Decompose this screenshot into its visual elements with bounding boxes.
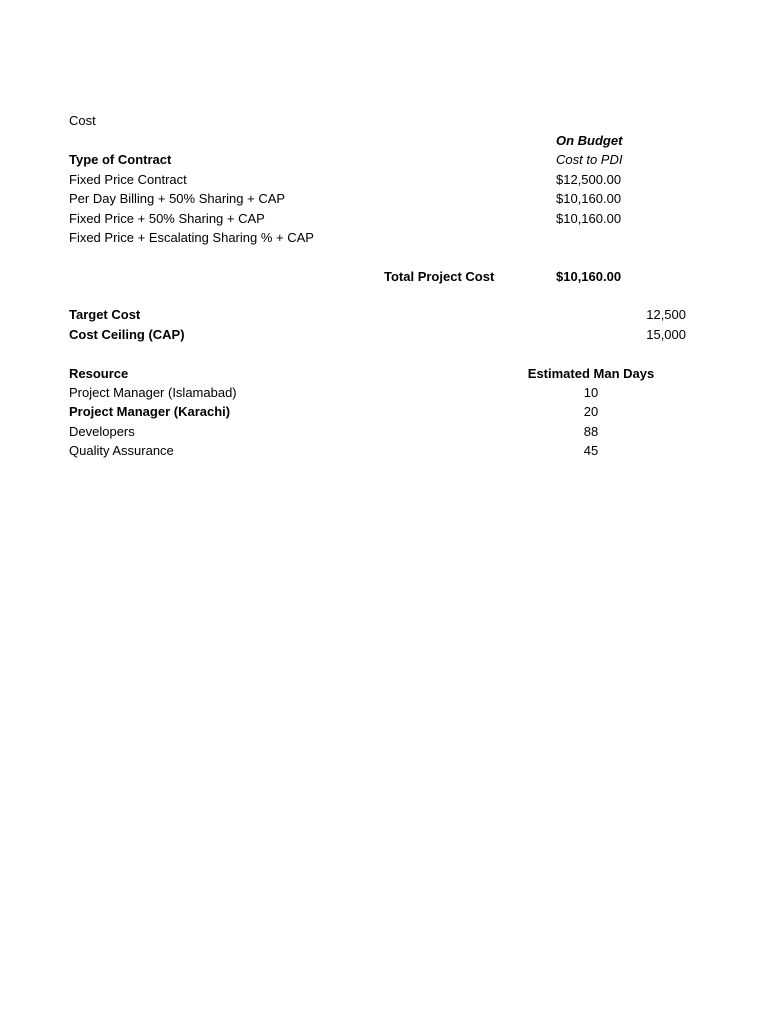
cost-ceiling-value: 15,000: [646, 327, 686, 342]
resource-header: Resource: [69, 366, 129, 381]
total-project-cost-label: Total Project Cost: [384, 269, 495, 284]
type-of-contract-header: Type of Contract: [69, 152, 172, 167]
contract-cost: $10,160.00: [556, 211, 622, 226]
cost-to-pdi-header: Cost to PDI: [556, 152, 623, 167]
contract-cost: $10,160.00: [556, 191, 622, 206]
resource-name: Project Manager (Islamabad): [69, 385, 237, 400]
resource-name: Developers: [69, 424, 135, 439]
contract-name: Per Day Billing + 50% Sharing + CAP: [69, 191, 286, 206]
contract-name: Fixed Price + 50% Sharing + CAP: [69, 211, 265, 226]
contract-cost: $12,500.00: [556, 172, 622, 187]
section-title-cost: Cost: [69, 113, 96, 128]
resource-days: 88: [583, 424, 599, 439]
resource-days: 20: [583, 404, 599, 419]
total-project-cost-value: $10,160.00: [556, 269, 622, 284]
estimated-man-days-header: Estimated Man Days: [527, 366, 655, 381]
resource-name: Project Manager (Karachi): [69, 404, 231, 419]
on-budget-header: On Budget: [556, 133, 623, 148]
target-cost-label: Target Cost: [69, 307, 141, 322]
target-cost-value: 12,500: [646, 307, 686, 322]
contract-name: Fixed Price + Escalating Sharing % + CAP: [69, 230, 314, 245]
resource-days: 45: [583, 443, 599, 458]
cost-ceiling-label: Cost Ceiling (CAP): [69, 327, 185, 342]
resource-days: 10: [583, 385, 599, 400]
resource-name: Quality Assurance: [69, 443, 174, 458]
contract-name: Fixed Price Contract: [69, 172, 187, 187]
